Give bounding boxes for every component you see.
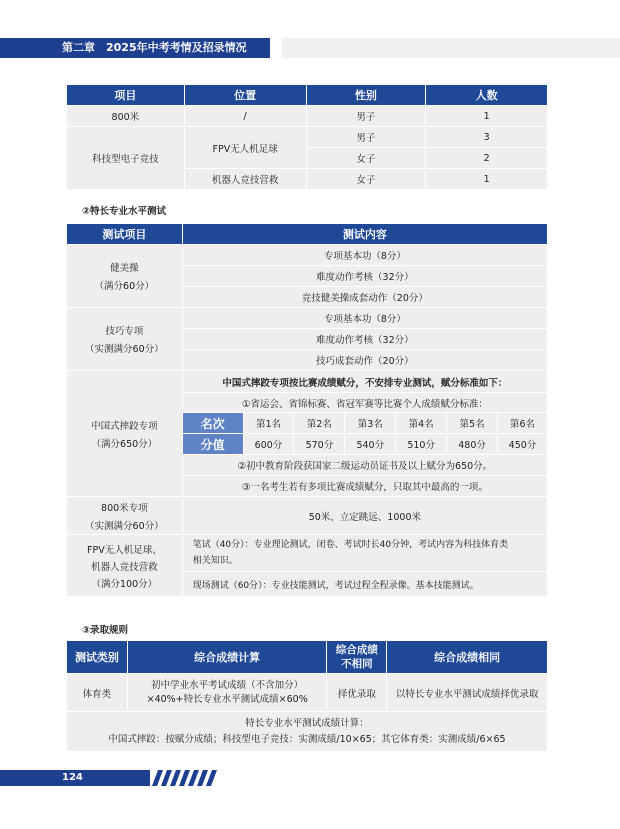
cell-item: 800米 — [67, 106, 185, 127]
score-calc-note-body: 中国式摔跤：按赋分成绩；科技型电子竞技：实测成绩/10×65；其它体育类：实测成绩/6×65 — [108, 733, 506, 745]
test-content: 技巧成套动作（20分） — [182, 350, 547, 371]
points-cell: 540分 — [345, 434, 396, 455]
rank-cell: 第2名 — [294, 413, 345, 434]
test-item-wrestling — [67, 371, 183, 497]
cell-count: 1 — [426, 106, 548, 127]
test-content: 竞技健美操成套动作（20分） — [182, 287, 547, 308]
test-item-800m — [67, 497, 183, 535]
points-cell: 450分 — [498, 434, 548, 455]
test-item-score: （满分650分） — [91, 438, 158, 450]
rank-label: 名次 — [182, 413, 243, 434]
test-content: 专项基本功（8分） — [182, 308, 547, 329]
field-test: 现场测试（60分）：专业技能测试，考试过程全程录像。基本技能测试。 — [182, 572, 547, 597]
score-calc-note — [67, 712, 548, 752]
cell-diff: 择优录取 — [327, 674, 387, 712]
test-content: 50米、立定跳远、1000米 — [182, 497, 547, 535]
test-content: 难度动作考核（32分） — [182, 266, 547, 287]
specialty-test-table — [66, 223, 548, 597]
points-cell: 510分 — [396, 434, 447, 455]
test-item-name: 中国式摔跤专项 — [91, 420, 158, 432]
rank-cell: 第4名 — [396, 413, 447, 434]
written-test — [182, 535, 547, 572]
formula-line2: ×40%+特长专业水平测试成绩×60% — [146, 693, 308, 705]
admission-rules-table — [66, 640, 548, 752]
cell-gender: 女子 — [306, 148, 426, 169]
col-header-gender: 性别 — [306, 85, 426, 106]
cell-gender: 女子 — [306, 169, 426, 190]
test-item-name: 技巧专项 — [105, 326, 144, 337]
cell-count: 1 — [426, 169, 548, 190]
written-test-line2: 相关知识。 — [192, 556, 238, 566]
chapter-title: 第二章 2025年中考考情及招录情况 — [62, 41, 247, 54]
wrestling-rule-1: ①省运会、省锦标赛、省冠军赛等比赛个人成绩赋分标准： — [182, 393, 547, 413]
test-content: 专项基本功（8分） — [182, 245, 547, 266]
wrestling-rule-2: ②初中教育阶段获国家二级运动员证书及以上赋分为650分。 — [182, 455, 547, 476]
cell-category: 体育类 — [67, 674, 128, 712]
col-header-diff — [327, 641, 387, 674]
test-item-score: （实测满分60分） — [85, 344, 164, 355]
cell-position: FPV无人机足球 — [184, 127, 306, 169]
wrestling-rule-3: ③一名考生若有多项比赛成绩赋分，只取其中最高的一项。 — [182, 476, 547, 497]
cell-formula — [127, 674, 327, 712]
table-row — [67, 106, 548, 127]
footer-stripes-decoration — [152, 770, 222, 786]
rank-cell: 第1名 — [243, 413, 294, 434]
section-title-admission-rules: ③录取规则 — [82, 625, 129, 636]
points-cell: 570分 — [294, 434, 345, 455]
test-item-name-line2: 机器人竞技营救 — [91, 561, 158, 573]
col-header-category: 测试类别 — [67, 641, 128, 674]
col-header-item: 项目 — [67, 85, 185, 106]
points-cell: 480分 — [447, 434, 498, 455]
col-header-position: 位置 — [184, 85, 306, 106]
col-header-test-item: 测试项目 — [67, 224, 183, 245]
test-item-score: （满分100分） — [91, 578, 158, 590]
test-item-skills — [67, 308, 183, 371]
cell-gender: 男子 — [306, 127, 426, 148]
section-title-specialty-test: ②特长专业水平测试 — [82, 206, 167, 217]
formula-line1: 初中学业水平考试成绩（不含加分） — [151, 679, 304, 691]
col-header-diff-line1: 综合成绩 — [335, 644, 378, 656]
wrestling-intro: 中国式摔跤专项按比赛成绩赋分，不安排专业测试，赋分标准如下： — [182, 371, 547, 393]
col-header-test-content: 测试内容 — [182, 224, 547, 245]
rank-cell: 第5名 — [447, 413, 498, 434]
cell-count: 3 — [426, 127, 548, 148]
cell-position: / — [184, 106, 306, 127]
col-header-count: 人数 — [426, 85, 548, 106]
test-item-aerobics — [67, 245, 183, 308]
points-cell: 600分 — [243, 434, 294, 455]
header-gray-band — [282, 38, 620, 58]
positions-table — [66, 84, 548, 190]
test-item-fpv-robot — [67, 535, 183, 597]
test-content: 难度动作考核（32分） — [182, 329, 547, 350]
col-header-diff-line2: 不相同 — [341, 658, 373, 670]
test-item-name: 800米专项 — [101, 502, 148, 514]
test-item-score: （满分60分） — [94, 281, 155, 292]
rank-cell: 第3名 — [345, 413, 396, 434]
cell-gender: 男子 — [306, 106, 426, 127]
page-number: 124 — [62, 772, 83, 783]
written-test-line1: 笔试（40分）：专业理论测试，闭卷、考试时长40分钟，考试内容为科技体育类 — [192, 540, 509, 550]
cell-position: 机器人竞技营救 — [184, 169, 306, 190]
rank-cell: 第6名 — [498, 413, 548, 434]
cell-count: 2 — [426, 148, 548, 169]
test-item-name: 健美操 — [110, 263, 139, 274]
points-label: 分值 — [182, 434, 243, 455]
cell-item: 科技型电子竞技 — [67, 127, 185, 190]
table-row — [67, 674, 548, 712]
table-row — [67, 127, 548, 148]
test-item-score: （实测满分60分） — [85, 520, 164, 532]
score-calc-note-title: 特长专业水平测试成绩计算： — [245, 717, 369, 729]
test-item-name-line1: FPV无人机足球、 — [87, 544, 162, 556]
col-header-formula: 综合成绩计算 — [127, 641, 327, 674]
cell-same: 以特长专业水平测试成绩择优录取 — [387, 674, 548, 712]
col-header-same: 综合成绩相同 — [387, 641, 548, 674]
